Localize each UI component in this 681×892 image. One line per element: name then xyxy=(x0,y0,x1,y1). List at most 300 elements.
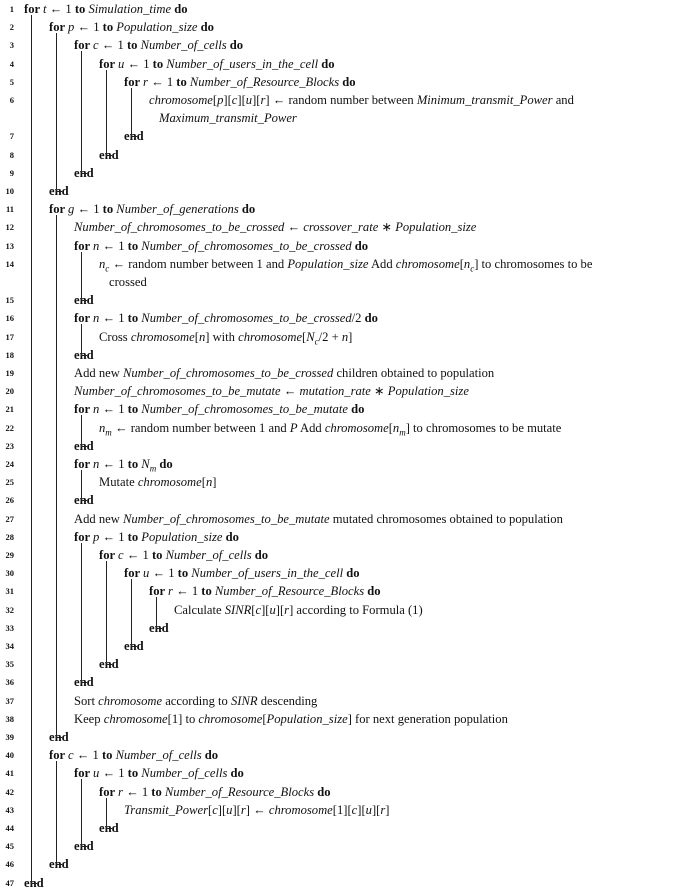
line-number: 38 xyxy=(5,713,14,724)
code-token: ← 1 xyxy=(124,56,153,71)
block-bar-tick xyxy=(31,883,37,884)
block-bar-tick xyxy=(81,682,87,683)
code-token: Number_of_chromosomes_to_be_crossed xyxy=(141,238,352,253)
block-bar xyxy=(106,70,107,155)
algorithm-line xyxy=(0,637,681,655)
code-token: Maximum_transmit_Power xyxy=(159,111,297,126)
code-token: chromosome xyxy=(98,693,163,708)
code-token: to xyxy=(127,529,142,544)
line-number: 11 xyxy=(5,204,14,215)
line-number: 30 xyxy=(5,568,14,579)
code-token: r xyxy=(284,602,290,617)
code-token: SINR xyxy=(230,693,258,708)
block-bar xyxy=(81,51,82,172)
code-token: for xyxy=(74,457,94,471)
line-code xyxy=(99,55,335,73)
line-code xyxy=(74,218,476,236)
code-token: descending xyxy=(257,693,318,708)
algorithm-line xyxy=(0,36,681,54)
algorithm-line xyxy=(0,400,681,418)
code-token: Population_size xyxy=(116,20,198,35)
code-token: end xyxy=(74,493,94,508)
code-token: ← 1 xyxy=(99,766,128,781)
code-token: for xyxy=(149,584,169,599)
code-token: mutation_rate xyxy=(299,384,371,399)
line-number: 23 xyxy=(5,440,14,451)
code-token: ← xyxy=(284,220,304,235)
code-token: Add new xyxy=(74,511,123,526)
code-token: chromosome xyxy=(198,711,263,726)
block-bar-tick xyxy=(131,646,137,647)
code-token: Sort xyxy=(74,693,99,708)
code-token: N xyxy=(306,329,315,344)
code-token: end xyxy=(99,821,119,835)
line-number: 42 xyxy=(5,786,14,797)
line-code xyxy=(74,400,364,418)
code-token: u xyxy=(118,56,125,71)
code-token: c xyxy=(351,802,358,817)
line-number: 18 xyxy=(5,349,14,360)
code-token: for xyxy=(49,202,69,217)
line-number: 14 xyxy=(5,258,14,269)
line-number: 45 xyxy=(5,841,14,852)
code-token: N xyxy=(141,457,150,471)
code-token: to xyxy=(127,457,142,471)
code-token: r xyxy=(240,802,246,817)
code-token: mutated chromosomes obtained to population xyxy=(329,511,563,526)
code-token: do xyxy=(314,784,331,799)
code-token: for xyxy=(49,748,69,763)
line-code xyxy=(109,273,147,291)
line-number: 40 xyxy=(5,750,14,761)
code-token: ← 1 xyxy=(172,584,202,599)
code-token: for xyxy=(99,548,119,562)
code-token: for xyxy=(99,784,119,799)
code-token: u xyxy=(143,566,150,581)
algorithm-line xyxy=(0,455,681,473)
algorithm-line xyxy=(0,164,681,182)
code-token: Calculate xyxy=(174,602,225,617)
line-number: 46 xyxy=(5,859,14,870)
block-bar xyxy=(81,470,82,500)
code-token: for xyxy=(24,2,44,16)
code-token: n xyxy=(392,420,400,435)
line-code xyxy=(49,200,255,218)
algorithm-line xyxy=(0,419,681,437)
algorithm-line xyxy=(0,655,681,673)
code-token: c xyxy=(255,602,262,617)
code-token: according to xyxy=(162,693,231,708)
line-code xyxy=(149,582,381,600)
line-number: 15 xyxy=(5,295,14,306)
code-token: [ xyxy=(302,329,307,344)
line-number: 9 xyxy=(9,167,14,178)
block-bar-tick xyxy=(81,846,87,847)
code-token: end xyxy=(99,657,119,672)
code-token: to xyxy=(151,784,165,799)
algorithm-line xyxy=(0,382,681,400)
algorithm-line xyxy=(0,510,681,528)
line-code xyxy=(124,564,360,582)
line-code xyxy=(99,783,331,801)
block-bar xyxy=(56,215,57,737)
algorithm-line xyxy=(0,528,681,546)
algorithm-line xyxy=(0,783,681,801)
code-token: ← random number between 1 and xyxy=(109,256,288,271)
code-token: [ xyxy=(251,602,256,617)
code-token: Population_size xyxy=(287,256,369,271)
algorithm-line xyxy=(0,91,681,109)
line-number: 16 xyxy=(5,313,14,324)
code-token: c xyxy=(212,802,218,817)
code-token: Add xyxy=(368,256,396,271)
algorithm-line xyxy=(0,182,681,200)
block-bar xyxy=(131,88,132,137)
code-token: /2 + xyxy=(318,329,342,344)
line-number: 33 xyxy=(5,622,14,633)
line-number: 2 xyxy=(9,22,14,33)
code-token: chromosome xyxy=(130,329,195,344)
block-bar-tick xyxy=(81,355,87,356)
block-bar-tick xyxy=(156,628,162,629)
code-token: r xyxy=(118,784,123,799)
code-token: u xyxy=(269,602,276,617)
code-token: Number_of_cells xyxy=(165,548,252,562)
line-code xyxy=(74,764,244,782)
code-token: to xyxy=(127,402,142,417)
code-token: r xyxy=(168,584,173,599)
line-number: 36 xyxy=(5,677,14,688)
algorithm-line xyxy=(0,710,681,728)
code-token: ][ xyxy=(252,93,261,107)
algorithm-line xyxy=(0,855,681,873)
algorithm-line xyxy=(0,673,681,691)
code-token: Population_size xyxy=(266,711,348,726)
code-token: Number_of_chromosomes_to_be_crossed xyxy=(122,366,334,380)
code-token: end xyxy=(124,129,144,144)
code-token: end xyxy=(74,347,94,362)
block-bar xyxy=(106,561,107,664)
code-token: children obtained to population xyxy=(333,366,495,380)
code-token: ] ← xyxy=(245,802,269,817)
code-token: n xyxy=(463,256,471,271)
algorithm-line xyxy=(0,764,681,782)
line-code xyxy=(99,473,216,491)
algorithm-line xyxy=(0,728,681,746)
line-code xyxy=(124,801,389,819)
code-token: end xyxy=(24,875,44,890)
algorithm-line xyxy=(0,819,681,837)
code-token: ][ xyxy=(357,802,366,817)
algorithm-line xyxy=(0,546,681,564)
code-token: ← 1 xyxy=(122,784,152,799)
algorithm-line xyxy=(0,18,681,36)
code-token: do xyxy=(347,402,365,417)
code-token: t xyxy=(43,2,47,16)
line-number: 35 xyxy=(5,659,14,670)
line-code xyxy=(74,510,563,528)
code-token: Minimum_transmit_Power xyxy=(416,93,553,107)
code-token: to xyxy=(127,766,142,781)
code-token: [ xyxy=(201,475,206,490)
code-token: u xyxy=(226,802,233,817)
code-token: ← 1 xyxy=(123,548,152,562)
code-token: do xyxy=(222,529,239,544)
code-token: crossover_rate xyxy=(303,220,379,235)
code-token: ← 1 xyxy=(99,402,128,417)
code-token: /2 xyxy=(351,311,365,326)
block-bar-tick xyxy=(56,191,62,192)
code-token: n xyxy=(93,457,100,471)
code-token: c xyxy=(68,748,74,763)
code-token: r xyxy=(380,802,386,817)
code-token: end xyxy=(74,438,94,453)
line-number: 13 xyxy=(5,240,14,251)
line-code xyxy=(74,528,239,546)
code-token: Number_of_chromosomes_to_be_crossed xyxy=(74,220,285,235)
code-token: do xyxy=(364,584,381,599)
algorithm-line xyxy=(0,364,681,382)
code-token: Number_of_chromosomes_to_be_crossed xyxy=(141,311,352,326)
line-code xyxy=(74,692,317,710)
code-token: ← 1 xyxy=(74,202,103,217)
code-token: ][ xyxy=(223,93,232,107)
line-code xyxy=(159,109,297,127)
code-token: Number_of_cells xyxy=(140,38,227,53)
line-code xyxy=(24,0,188,18)
algorithm-line xyxy=(0,73,681,91)
algorithm-line xyxy=(0,0,681,18)
code-token: r xyxy=(260,93,266,107)
line-code xyxy=(74,382,469,400)
line-number: 22 xyxy=(5,422,14,433)
line-number: 7 xyxy=(9,131,14,142)
code-token: Number_of_users_in_the_cell xyxy=(166,56,319,71)
code-token: for xyxy=(74,529,94,544)
block-bar xyxy=(81,252,82,301)
algorithm-line xyxy=(0,437,681,455)
line-number: 44 xyxy=(5,823,14,833)
code-token: Number_of_Resource_Blocks xyxy=(164,784,315,799)
code-token: for xyxy=(74,38,94,53)
code-token: to xyxy=(102,202,117,217)
code-token: chromosome xyxy=(268,802,333,817)
algorithm-line xyxy=(0,837,681,855)
line-number: 27 xyxy=(5,513,14,524)
code-token: c xyxy=(93,38,99,53)
line-number: 12 xyxy=(5,222,14,233)
block-bar-tick xyxy=(81,446,87,447)
code-token: ← 1 xyxy=(149,566,178,581)
code-token: p xyxy=(217,93,224,107)
code-token: Simulation_time xyxy=(88,2,172,16)
code-token: chromosome xyxy=(395,256,460,271)
code-token: ← 1 xyxy=(98,38,127,53)
code-token: Number_of_generations xyxy=(116,202,239,217)
block-bar-tick xyxy=(106,155,112,156)
code-token: ][ xyxy=(275,602,285,617)
line-number: 21 xyxy=(5,404,14,415)
line-number: 39 xyxy=(5,732,14,742)
code-token: ] for next generation population xyxy=(347,711,508,726)
algorithm-line xyxy=(0,692,681,710)
line-number: 8 xyxy=(9,149,14,160)
code-token: [ xyxy=(459,256,464,271)
code-token: end xyxy=(124,639,144,653)
code-token: do xyxy=(171,2,188,16)
code-token: do xyxy=(197,20,214,35)
block-bar xyxy=(56,761,57,864)
code-token: end xyxy=(49,730,69,744)
code-token: Number_of_Resource_Blocks xyxy=(189,74,340,89)
algorithm-line xyxy=(0,55,681,73)
code-token: ← 1 xyxy=(74,20,103,35)
code-token: ] ← random number between xyxy=(265,93,417,107)
block-bar-tick xyxy=(56,737,62,738)
code-token: do xyxy=(343,566,360,581)
code-token: Number_of_chromosomes_to_be_mutate xyxy=(122,511,330,526)
line-code xyxy=(49,18,214,36)
algorithm-line xyxy=(0,564,681,582)
code-token: to xyxy=(127,238,142,253)
code-token: chromosome xyxy=(324,420,389,435)
code-token: n xyxy=(205,475,213,490)
code-token: end xyxy=(49,184,69,198)
code-token: ][ xyxy=(232,802,241,817)
algorithm-line xyxy=(0,237,681,255)
code-token: to xyxy=(74,2,89,16)
algorithm-line xyxy=(0,619,681,637)
line-number: 17 xyxy=(5,331,14,342)
code-token: ][ xyxy=(237,93,246,107)
block-bar-tick xyxy=(81,173,87,174)
code-token: do xyxy=(351,238,369,253)
line-code xyxy=(149,91,574,109)
line-number: 31 xyxy=(5,586,14,597)
code-token: do xyxy=(251,548,269,562)
code-token: do xyxy=(201,748,219,763)
algorithm-line xyxy=(0,801,681,819)
code-token: u xyxy=(365,802,372,817)
line-code xyxy=(124,73,356,91)
code-token: ← 1 xyxy=(99,238,128,253)
code-token: for xyxy=(74,238,94,253)
code-token: [ xyxy=(212,93,218,107)
algorithm-line xyxy=(0,582,681,600)
code-token: ← xyxy=(280,384,300,399)
code-token: do xyxy=(226,38,244,53)
code-token: m xyxy=(399,427,406,438)
code-token: ] xyxy=(212,475,217,490)
algorithm-line-continuation xyxy=(0,109,681,127)
block-bar-tick xyxy=(106,664,112,665)
block-bar xyxy=(81,779,82,846)
code-token: ] with xyxy=(205,329,239,344)
code-token: n xyxy=(93,311,100,326)
code-token: to xyxy=(151,548,166,562)
code-token: [1][ xyxy=(332,802,352,817)
code-token: [ xyxy=(388,420,393,435)
code-token: m xyxy=(149,463,157,474)
line-number: 29 xyxy=(5,550,14,560)
code-token: chromosome xyxy=(137,475,202,490)
algorithm-line xyxy=(0,746,681,764)
code-token: Population_size xyxy=(395,220,477,235)
code-token: ← 1 xyxy=(147,74,177,89)
code-token: ← 1 xyxy=(99,311,128,326)
code-token: for xyxy=(74,766,94,781)
line-number: 43 xyxy=(5,804,14,815)
code-token: [1] to xyxy=(167,711,199,726)
line-code xyxy=(74,237,368,255)
line-number: 26 xyxy=(5,495,14,506)
code-token: for xyxy=(49,20,69,35)
line-number: 1 xyxy=(9,4,14,14)
code-token: end xyxy=(49,857,69,872)
code-token: end xyxy=(99,147,119,162)
code-token: ← 1 xyxy=(99,529,128,544)
code-token: Add new xyxy=(74,366,123,380)
code-token: for xyxy=(124,74,144,89)
algorithm-line xyxy=(0,491,681,509)
line-code xyxy=(74,309,378,327)
code-token: to xyxy=(201,584,215,599)
code-token: for xyxy=(99,56,119,71)
code-token: ← random number between 1 and xyxy=(111,420,290,435)
code-token: Population_size xyxy=(387,384,469,399)
code-token: end xyxy=(74,839,94,854)
code-token: [ xyxy=(194,329,199,344)
block-bar xyxy=(56,33,57,191)
code-token: n xyxy=(93,402,100,417)
line-number: 3 xyxy=(9,40,14,51)
code-token: end xyxy=(74,675,94,690)
code-token: n xyxy=(99,420,106,435)
algorithm-line xyxy=(0,291,681,309)
code-token: to xyxy=(177,566,192,581)
block-bar xyxy=(106,798,107,828)
code-token: ] according to Formula (1) xyxy=(289,602,423,617)
code-token: do xyxy=(238,202,256,217)
code-token: ][ xyxy=(371,802,381,817)
line-number: 4 xyxy=(9,58,14,69)
code-token: ][ xyxy=(261,602,270,617)
code-token: c xyxy=(105,263,110,274)
code-token: end xyxy=(149,620,169,635)
code-token: ][ xyxy=(217,802,227,817)
code-token: chromosome xyxy=(103,711,168,726)
line-number: 6 xyxy=(9,95,14,105)
algorithm-line-continuation xyxy=(0,273,681,291)
line-number: 25 xyxy=(5,477,14,488)
code-token: to xyxy=(176,74,190,89)
code-token: to xyxy=(102,20,117,35)
code-token: n xyxy=(93,238,100,253)
code-token: n xyxy=(198,329,206,344)
line-number: 20 xyxy=(5,386,14,397)
code-token: ] to chromosomes to be mutate xyxy=(405,420,562,435)
code-token: for xyxy=(124,566,144,581)
line-number: 34 xyxy=(5,641,14,651)
code-token: Keep xyxy=(74,711,104,726)
algorithm-line xyxy=(0,601,681,619)
code-token: do xyxy=(156,457,173,471)
code-token: Number_of_cells xyxy=(141,766,228,781)
code-token: c xyxy=(470,263,475,274)
code-token: Transmit_Power xyxy=(124,802,208,817)
line-code xyxy=(49,746,218,764)
line-number: 41 xyxy=(5,768,14,779)
